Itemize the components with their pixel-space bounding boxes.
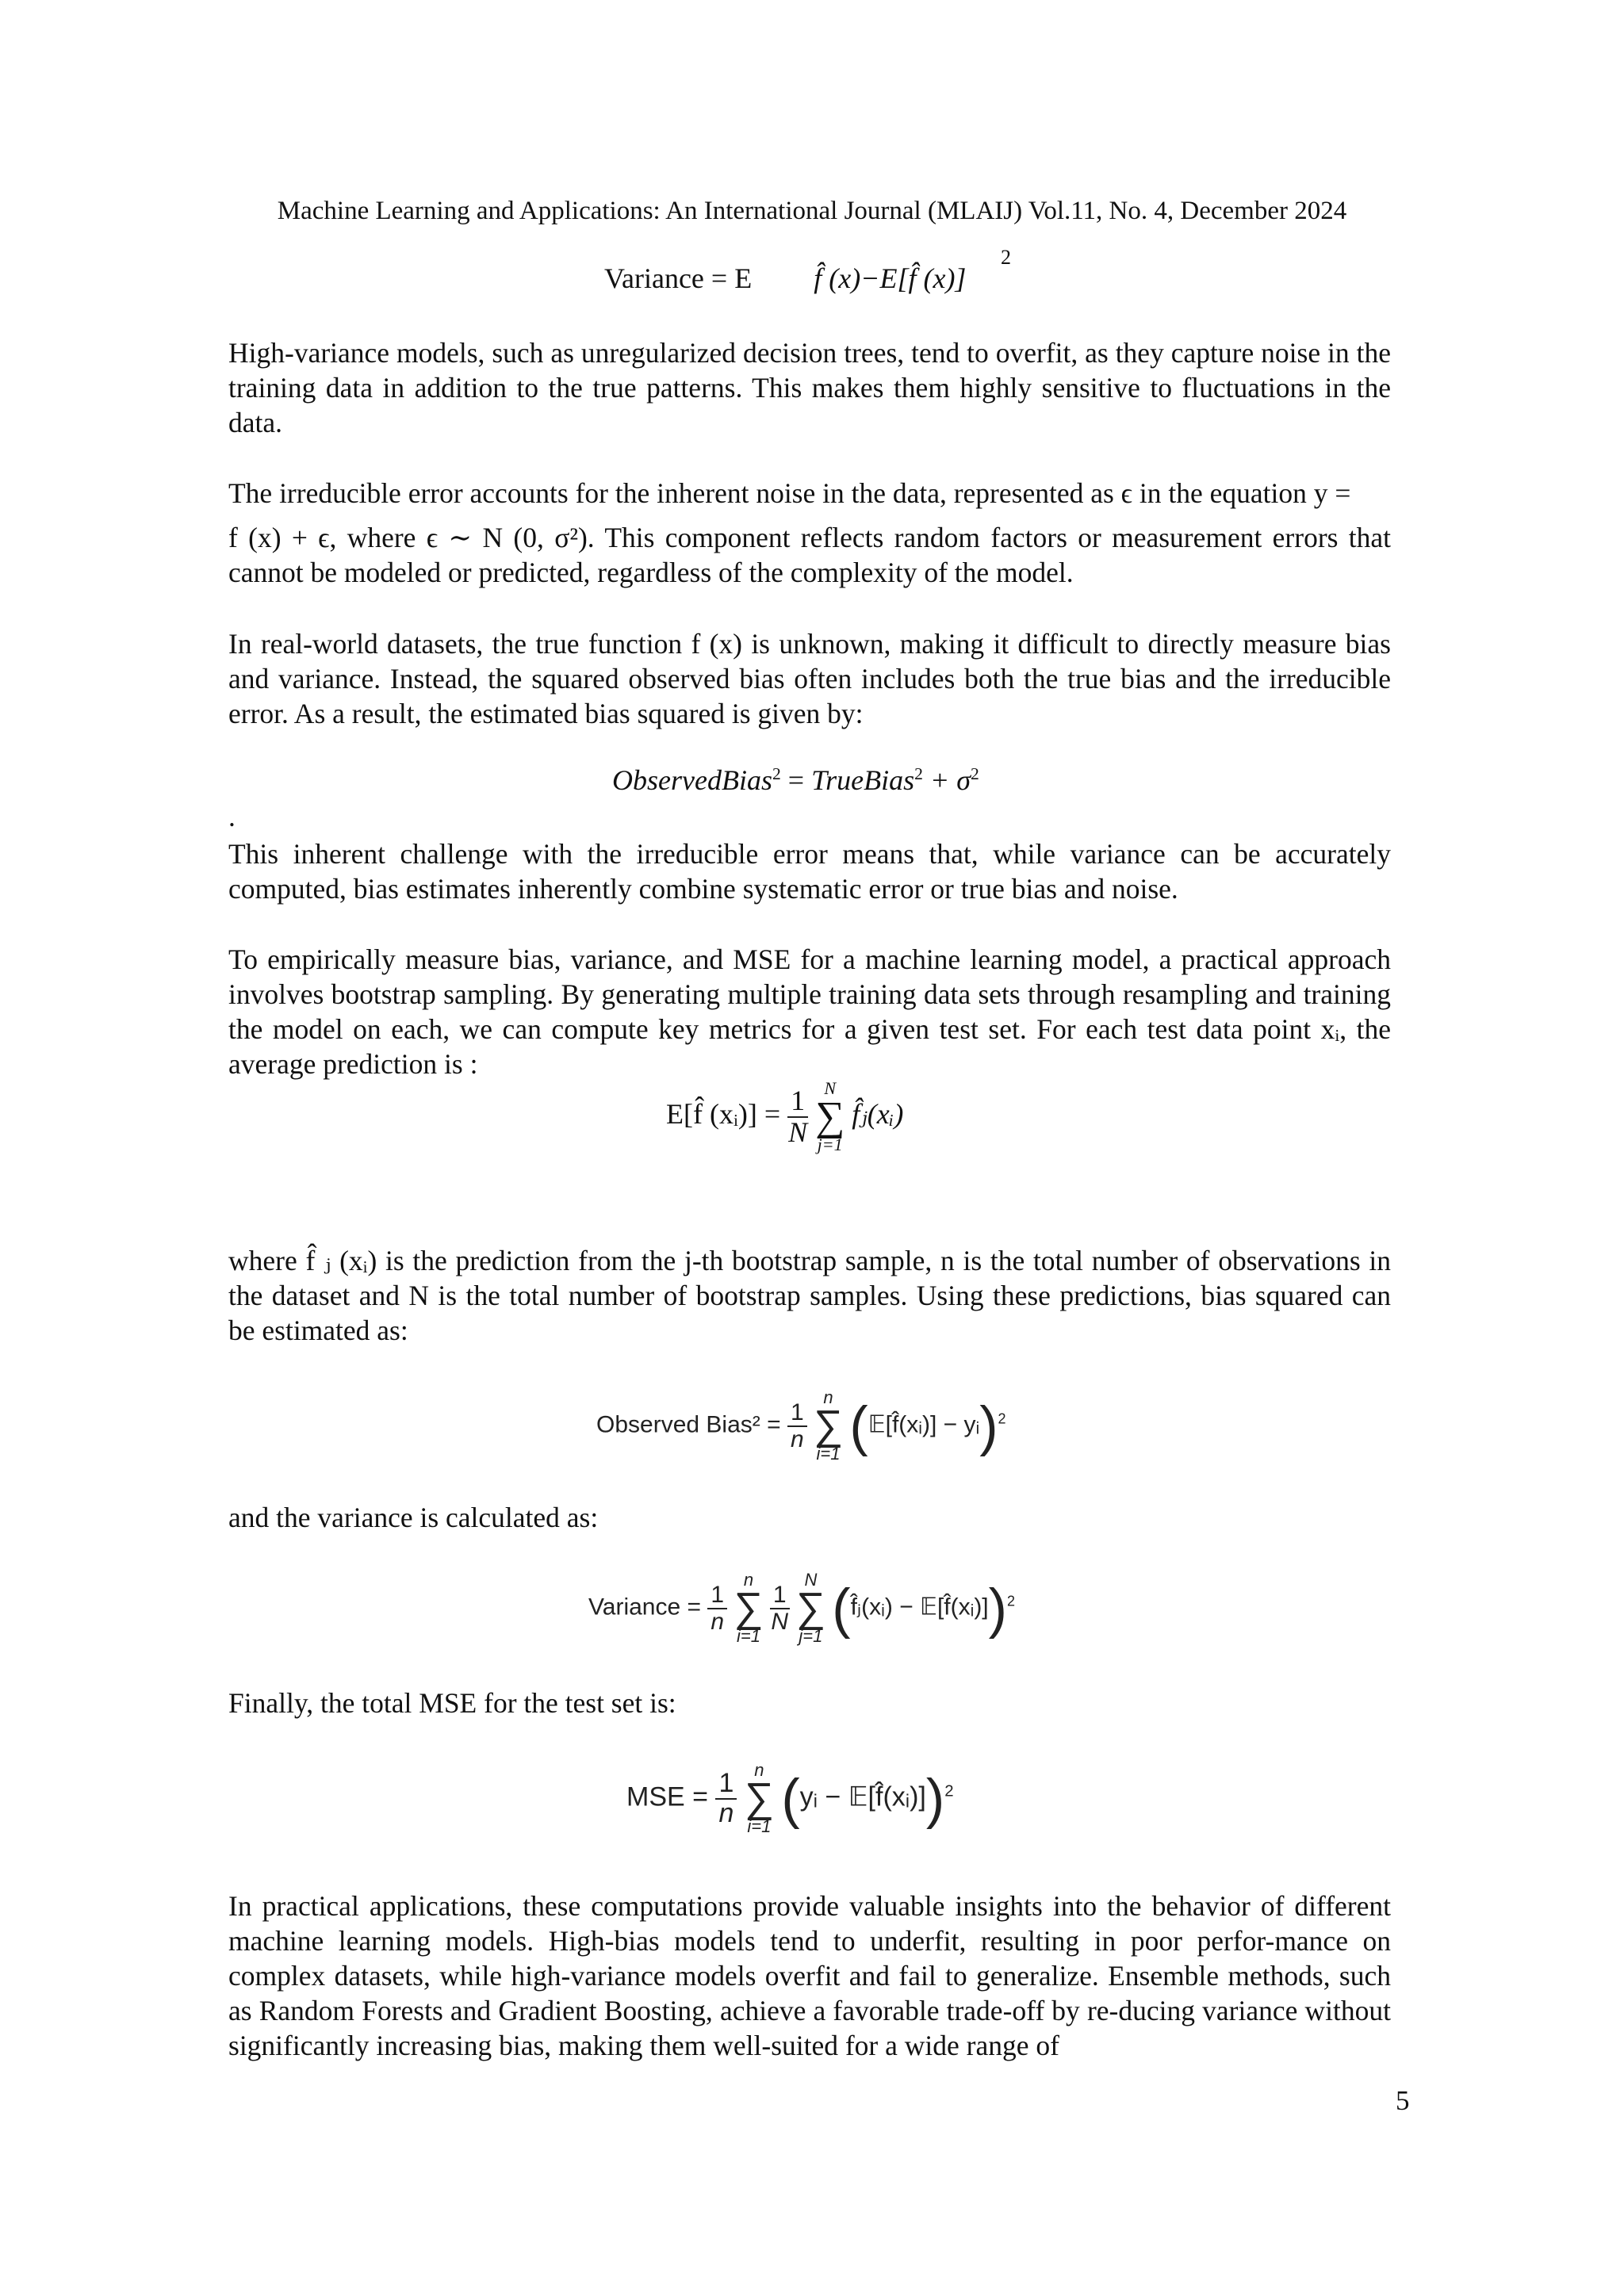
paragraph-irreducible-error-line1: The irreducible error accounts for the inherent noise in the data, represented as ϵ in the equation y = xyxy=(228,477,1351,509)
equation-exponent: 2 xyxy=(998,1410,1006,1427)
paragraph-irreducible-error: f (x) + ϵ, where ϵ ∼ N (0, σ²). This component reflects random factors or measurement errors that cannot be modeled or predicted, regardless of the complexity of the model. xyxy=(228,522,1391,588)
equation-body: f̂ (x)−E[f̂ (x)] xyxy=(814,262,967,294)
fraction-denominator: N xyxy=(788,1115,808,1148)
fraction-numerator: 1 xyxy=(770,1582,790,1609)
fraction xyxy=(770,1582,790,1634)
equation-body: yᵢ − 𝔼[f̂(xᵢ)] xyxy=(799,1781,926,1812)
equation-body: 𝔼[f̂(xᵢ)] − yᵢ xyxy=(868,1411,980,1438)
equation-lhs: Variance = E xyxy=(604,262,753,294)
summation-symbol: n ∑ i=1 xyxy=(813,1387,844,1464)
sum-term: f̂ⱼ(xᵢ) xyxy=(852,1097,904,1130)
equation-variance-estimate: Variance = $\frac{1}{n}$ n ∑ i=1 $\frac{1}{N}$ N ∑ j=1 (f̂ⱼ(xᵢ) − 𝔼[f̂(xᵢ)])$^2$ xyxy=(588,1570,1015,1647)
fraction xyxy=(787,1086,808,1148)
true-bias-term: TrueBias xyxy=(811,764,915,796)
page-number: 5 xyxy=(1396,2085,1410,2116)
sum-lower-limit: i=1 xyxy=(816,1444,841,1464)
fraction-denominator: n xyxy=(790,1425,804,1452)
sum-upper-limit: n xyxy=(743,1570,754,1590)
fraction-numerator: 1 xyxy=(787,1086,808,1118)
sum-upper-limit: N xyxy=(804,1570,818,1590)
equation-lhs: Variance = xyxy=(588,1594,702,1621)
observed-bias-term: ObservedBias xyxy=(612,764,772,796)
paragraph-where: where f̂ ⱼ (xᵢ) is the prediction from the j-th bootstrap sample, n is the total number of observations in the dataset and N is the total number of bootstrap samples. Using these predictions, bias squared can be estimated as: xyxy=(228,1245,1391,1346)
sigma-term: + σ xyxy=(922,764,971,796)
equation-lhs: Observed Bias² = xyxy=(596,1411,781,1438)
equation-exponent: 2 xyxy=(1001,246,1011,269)
sum-lower-limit: i=1 xyxy=(736,1626,760,1647)
equation-exponent: 2 xyxy=(944,1782,954,1800)
paragraph-variance-intro: and the variance is calculated as: xyxy=(228,1502,599,1533)
sum-lower-limit: i=1 xyxy=(747,1816,772,1837)
paragraph-high-variance: High-variance models, such as unregularized decision trees, tend to overfit, as they capture noise in the training data in addition to the true patterns. This makes them highly sensitive to fluctuations in the data. xyxy=(228,337,1391,438)
exponent: 2 xyxy=(970,764,979,783)
summation-symbol: N ∑ j=1 xyxy=(795,1570,825,1647)
equation-exponent: 2 xyxy=(1006,1593,1015,1609)
sum-lower-limit: j=1 xyxy=(799,1626,823,1647)
fraction-numerator: 1 xyxy=(707,1582,727,1609)
fraction xyxy=(715,1770,737,1827)
sum-lower-limit: j=1 xyxy=(817,1135,843,1155)
equation-lhs: E[f̂ (xᵢ)] = xyxy=(666,1097,781,1130)
exponent: 2 xyxy=(914,764,923,783)
equation-average-prediction xyxy=(666,1080,903,1154)
paragraph-bootstrap: To empirically measure bias, variance, and MSE for a machine learning model, a practical approach involves bootstrap sampling. By generating multiple training data sets through resampling and training the model on each, we can compute key metrics for a given test set. For each test data point xᵢ, the average prediction is : xyxy=(228,943,1391,1080)
stray-period: . xyxy=(228,801,236,832)
summation-symbol: n ∑ i=1 xyxy=(744,1760,774,1837)
running-header: Machine Learning and Applications: An International Journal (MLAIJ) Vol.11, No. 4, December 2024 xyxy=(277,197,1347,225)
fraction-numerator: 1 xyxy=(787,1400,807,1427)
summation-symbol: N ∑ j=1 xyxy=(815,1078,845,1155)
fraction-denominator: n xyxy=(718,1797,734,1828)
summation-symbol: n ∑ i=1 xyxy=(733,1570,764,1647)
equation-variance-definition xyxy=(604,262,966,295)
equation-lhs: MSE = xyxy=(626,1781,708,1812)
equation-observed-bias-estimate: Observed Bias² = $\frac{1}{n}$ n ∑ i=1 (𝔼[f̂(xᵢ)] − yᵢ)$^2$ xyxy=(596,1387,1006,1464)
equation-body: f̂ⱼ(xᵢ) − 𝔼[f̂(xᵢ)] xyxy=(850,1594,989,1621)
paragraph-practical-applications: In practical applications, these computations provide valuable insights into the behavior of different machine learning models. High-bias models tend to underfit, resulting in poor perfor-mance on complex datasets, while high-variance models overfit and fail to generalize. Ensemble methods, such as Random Forests and Gradient Boosting, achieve a favorable trade-off by re-ducing variance without significantly increasing bias, making them well-suited for a wide range of xyxy=(228,1890,1391,2061)
paragraph-mse-intro: Finally, the total MSE for the test set is: xyxy=(228,1687,676,1719)
exponent: 2 xyxy=(772,764,781,783)
sum-upper-limit: n xyxy=(754,1760,764,1780)
equation-observed-bias xyxy=(612,763,979,797)
fraction-denominator: n xyxy=(710,1608,725,1635)
fraction xyxy=(787,1400,807,1452)
paragraph-inherent-challenge: This inherent challenge with the irreducible error means that, while variance can be accurately computed, bias estimates inherently combine systematic error or true bias and noise. xyxy=(228,838,1391,905)
fraction-denominator: N xyxy=(771,1608,788,1635)
fraction xyxy=(707,1582,727,1634)
sum-upper-limit: n xyxy=(823,1387,833,1407)
paragraph-real-world: In real-world datasets, the true function f (x) is unknown, making it difficult to directly measure bias and variance. Instead, the squared observed bias often includes both the true bias and the irreducible error. As a result, the estimated bias squared is given by: xyxy=(228,628,1391,729)
equation-mse: MSE = $\frac{1}{n}$ n ∑ i=1 (yᵢ − 𝔼[f̂(xᵢ)])$^2$ xyxy=(626,1760,954,1837)
equals-sign: = xyxy=(780,764,812,796)
sum-upper-limit: N xyxy=(824,1078,836,1098)
fraction-numerator: 1 xyxy=(715,1770,737,1800)
